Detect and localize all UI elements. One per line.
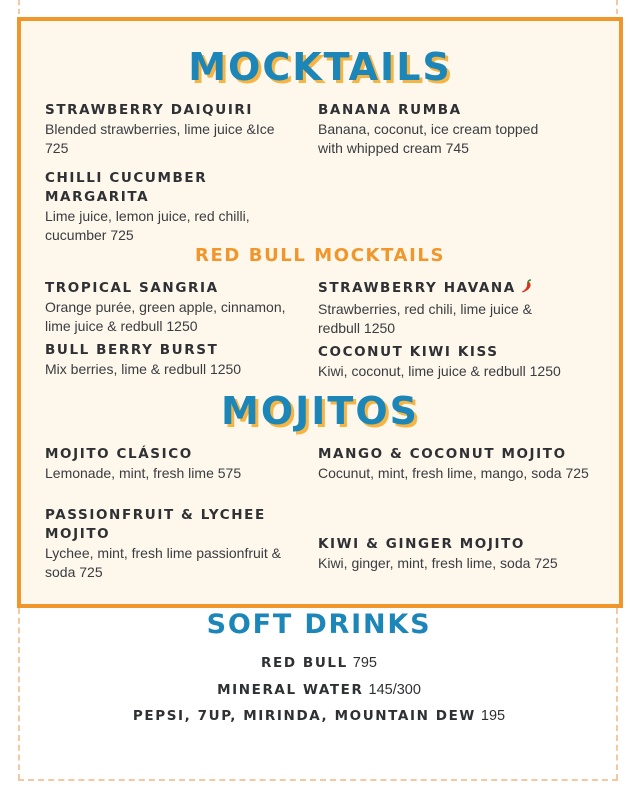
menu-item-strawberry-daiquiri xyxy=(45,101,300,158)
menu-item-chilli-cucumber-margarita xyxy=(45,169,285,245)
item-desc: Lemonade, mint, fresh lime 575 xyxy=(45,465,242,481)
item-desc: Blended strawberries, lime juice &Ice 725 xyxy=(45,121,275,156)
soft-drink-price: 195 xyxy=(480,708,506,724)
mocktails-heading: MOCKTAILS xyxy=(188,45,452,89)
menu-item-bull-berry-burst xyxy=(45,341,300,379)
soft-drink-name: MINERAL WATER xyxy=(217,682,364,698)
item-name: MOJITO CLÁSICO xyxy=(45,446,193,462)
menu-item-tropical-sangria xyxy=(45,279,300,336)
dashed-border-left-top xyxy=(18,0,20,14)
item-desc: Cocunut, mint, fresh lime, mango, soda 725 xyxy=(318,465,589,481)
item-desc: Kiwi, coconut, lime juice & redbull 1250 xyxy=(318,363,561,379)
item-name: COCONUT KIWI KISS xyxy=(318,344,499,360)
item-desc: Mix berries, lime & redbull 1250 xyxy=(45,361,242,377)
menu-item-mojito-clasico xyxy=(45,445,300,483)
item-name: MANGO & COCONUT MOJITO xyxy=(318,446,567,462)
item-desc: Lime juice, lemon juice, red chilli, cucumber 725 xyxy=(45,208,250,243)
item-name: KIWI & GINGER MOJITO xyxy=(318,536,526,552)
menu-item-banana-rumba xyxy=(318,101,558,158)
dashed-border-right-top xyxy=(616,0,618,14)
menu-item-strawberry-havana xyxy=(318,279,558,338)
red-bull-mocktails-heading: RED BULL MOCKTAILS xyxy=(194,245,446,266)
item-desc: Lychee, mint, fresh lime passionfruit & soda 725 xyxy=(45,545,282,580)
dashed-border-bottom xyxy=(18,779,618,781)
soft-drink-row-sodas xyxy=(0,707,638,724)
soft-drink-name: RED BULL xyxy=(261,655,348,671)
menu-item-passionfruit-lychee-mojito xyxy=(45,506,285,582)
item-name: BULL BERRY BURST xyxy=(45,342,219,358)
menu-item-kiwi-ginger-mojito xyxy=(318,535,608,573)
soft-drink-name: PEPSI, 7UP, MIRINDA, MOUNTAIN DEW xyxy=(132,708,476,724)
mojitos-heading: MOJITOS xyxy=(221,389,419,433)
item-name: CHILLI CUCUMBER MARGARITA xyxy=(45,170,208,205)
item-name: STRAWBERRY HAVANA xyxy=(318,280,516,296)
item-desc: Orange purée, green apple, cinnamon, lime juice & redbull 1250 xyxy=(45,299,286,334)
item-name: STRAWBERRY DAIQUIRI xyxy=(45,102,254,118)
soft-drink-row-red-bull xyxy=(0,654,638,671)
menu-panel xyxy=(17,17,623,608)
item-name: BANANA RUMBA xyxy=(318,102,462,118)
menu-item-mango-coconut-mojito xyxy=(318,445,608,483)
item-desc: Banana, coconut, ice cream topped with whipped cream 745 xyxy=(318,121,539,156)
chili-pepper-icon xyxy=(520,279,534,300)
item-name: PASSIONFRUIT & LYCHEE MOJITO xyxy=(45,507,266,542)
soft-drinks-heading: SOFT DRINKS xyxy=(206,609,432,640)
item-name: TROPICAL SANGRIA xyxy=(45,280,219,296)
menu-item-coconut-kiwi-kiss xyxy=(318,343,608,381)
item-desc: Kiwi, ginger, mint, fresh lime, soda 725 xyxy=(318,555,558,571)
soft-drink-price: 795 xyxy=(352,655,377,671)
soft-drink-row-mineral-water xyxy=(0,681,638,698)
soft-drink-price: 145/300 xyxy=(368,682,421,698)
item-desc: Strawberries, red chili, lime juice & redbull 1250 xyxy=(318,301,532,336)
